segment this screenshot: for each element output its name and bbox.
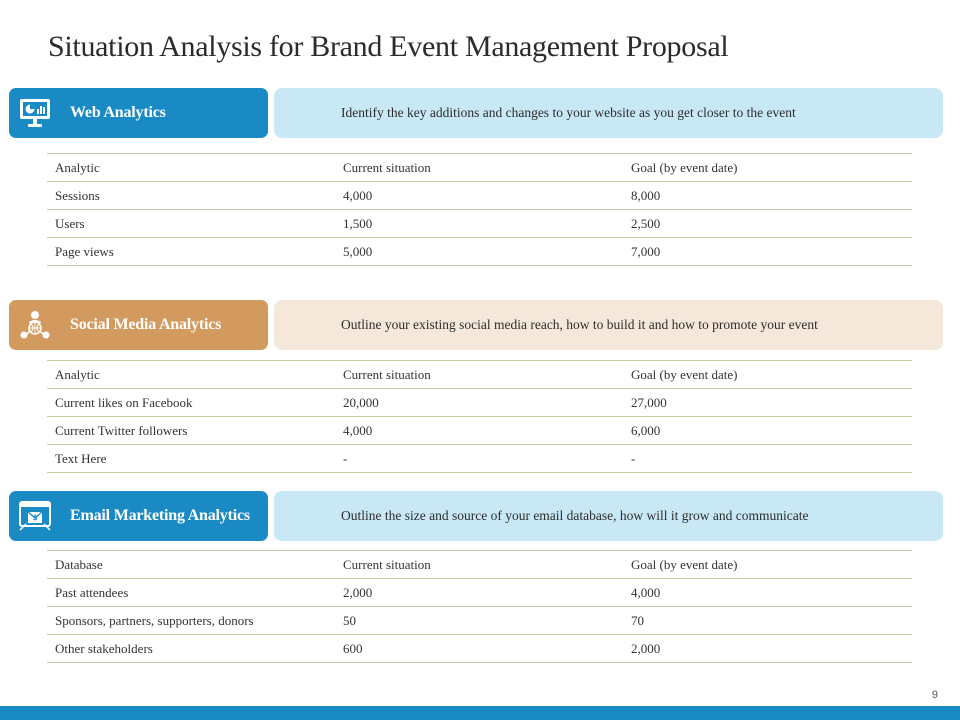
table-cell: 4,000 xyxy=(335,417,623,445)
page-title: Situation Analysis for Brand Event Management Proposal xyxy=(48,30,729,63)
footer-bar xyxy=(0,706,960,720)
table-header-cell: Current situation xyxy=(335,361,623,389)
page-number: 9 xyxy=(931,689,938,701)
table-header-cell: Analytic xyxy=(47,154,335,182)
social-media-table xyxy=(47,360,912,473)
table-cell: Sponsors, partners, supporters, donors xyxy=(47,607,335,635)
email-marketing-icon xyxy=(9,491,61,541)
section-label: Web Analytics xyxy=(70,104,166,121)
table-cell: 27,000 xyxy=(623,389,912,417)
section-tab-web-analytics xyxy=(9,88,268,138)
table-cell: 4,000 xyxy=(623,579,912,607)
table-row xyxy=(47,389,912,417)
table-cell: 2,000 xyxy=(335,579,623,607)
table-cell: Past attendees xyxy=(47,579,335,607)
section-tab-social-media-analytics xyxy=(9,300,268,350)
table-header-cell: Analytic xyxy=(47,361,335,389)
section-description: Outline your existing social media reach, how to build it and how to promote your event xyxy=(274,300,943,350)
table-cell: Current likes on Facebook xyxy=(47,389,335,417)
social-network-icon xyxy=(9,300,61,350)
table-cell: 5,000 xyxy=(335,238,623,266)
table-header-row xyxy=(47,361,912,389)
table-header-row xyxy=(47,551,912,579)
table-row xyxy=(47,417,912,445)
section-description: Outline the size and source of your email database, how will it grow and communicate xyxy=(274,491,943,541)
table-row xyxy=(47,579,912,607)
table-row xyxy=(47,445,912,473)
section-description: Identify the key additions and changes to your website as you get closer to the event xyxy=(274,88,943,138)
table-header-cell: Goal (by event date) xyxy=(623,154,912,182)
table-cell: 2,000 xyxy=(623,635,912,663)
svg-text:$: $ xyxy=(32,514,38,522)
table-header-cell: Current situation xyxy=(335,551,623,579)
table-cell: Sessions xyxy=(47,182,335,210)
table-row xyxy=(47,607,912,635)
table-cell: Current Twitter followers xyxy=(47,417,335,445)
table-cell: Users xyxy=(47,210,335,238)
table-cell: - xyxy=(335,445,623,473)
table-cell: 20,000 xyxy=(335,389,623,417)
web-analytics-table xyxy=(47,153,912,266)
table-header-cell: Goal (by event date) xyxy=(623,361,912,389)
table-header-cell: Goal (by event date) xyxy=(623,551,912,579)
table-cell: - xyxy=(623,445,912,473)
table-row xyxy=(47,238,912,266)
table-row xyxy=(47,635,912,663)
email-marketing-table xyxy=(47,550,912,663)
table-cell: 7,000 xyxy=(623,238,912,266)
table-cell: Other stakeholders xyxy=(47,635,335,663)
table-header-cell: Current situation xyxy=(335,154,623,182)
table-cell: 600 xyxy=(335,635,623,663)
table-cell: 50 xyxy=(335,607,623,635)
table-cell: Page views xyxy=(47,238,335,266)
table-header-cell: Database xyxy=(47,551,335,579)
table-row xyxy=(47,210,912,238)
table-cell: 8,000 xyxy=(623,182,912,210)
section-tab-email-marketing-analytics xyxy=(9,491,268,541)
table-header-row xyxy=(47,154,912,182)
section-label: Email Marketing Analytics xyxy=(70,507,250,524)
table-cell: 2,500 xyxy=(623,210,912,238)
table-cell: 6,000 xyxy=(623,417,912,445)
section-label: Social Media Analytics xyxy=(70,316,222,333)
table-cell: 1,500 xyxy=(335,210,623,238)
table-cell: Text Here xyxy=(47,445,335,473)
table-cell: 4,000 xyxy=(335,182,623,210)
monitor-chart-icon xyxy=(9,88,61,138)
table-row xyxy=(47,182,912,210)
table-cell: 70 xyxy=(623,607,912,635)
